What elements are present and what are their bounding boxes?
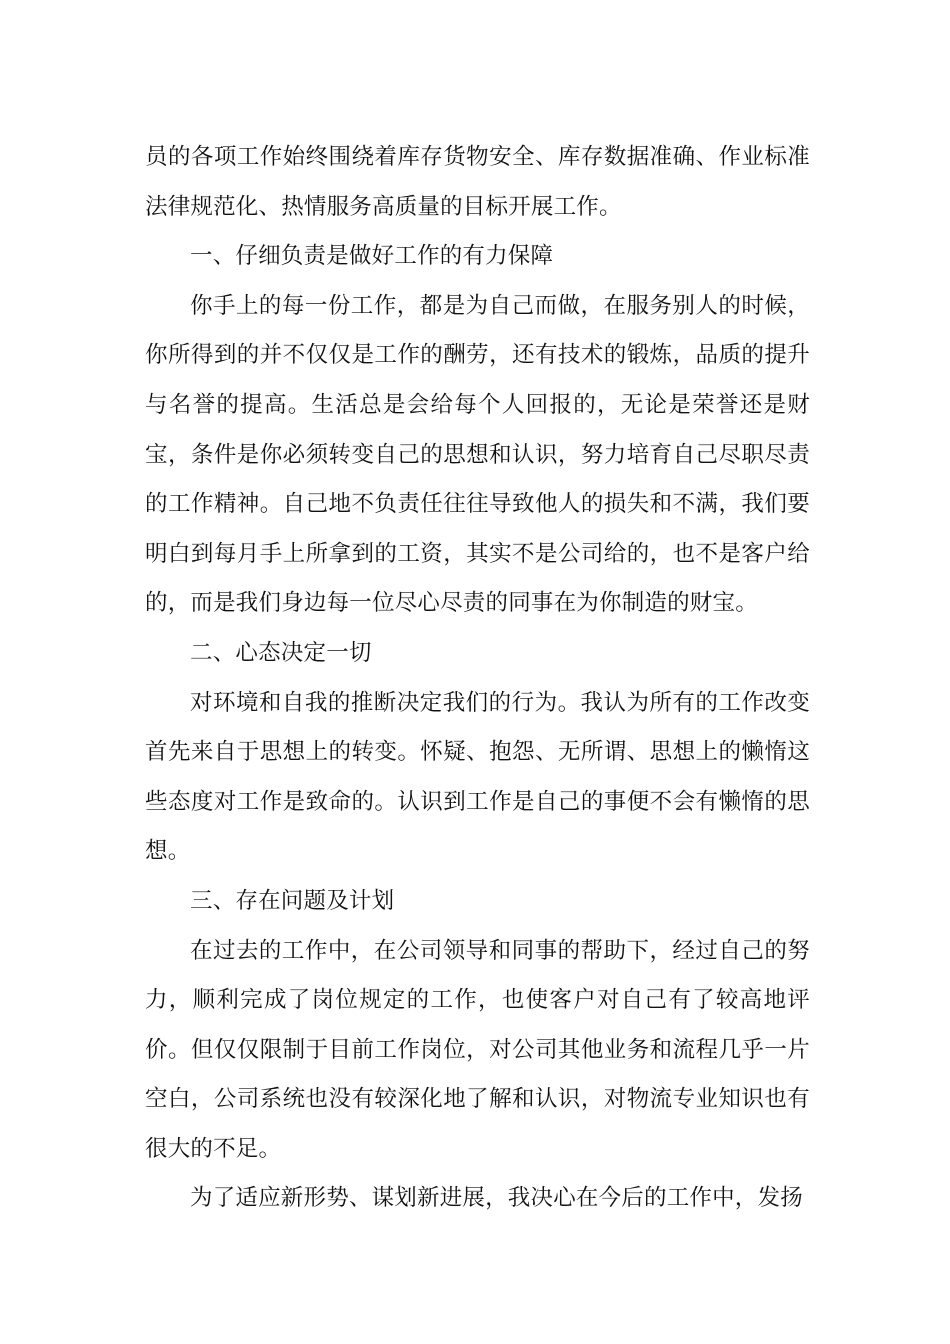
document-body	[145, 133, 810, 1224]
section-heading-1: 一、仔细负责是做好工作的有力保障	[190, 243, 554, 270]
paragraph-problems: 在过去的工作中，在公司领导和同事的帮助下，经过自己的努力，顺利完成了岗位规定的工作，也使客户对自己有了较高地评价。但仅仅限制于目前工作岗位，对公司其他业务和流程几乎一片空白，公司系统也没有较深化地了解和认识，对物流专业知识也有很大的不足。	[145, 937, 810, 1162]
paragraph-continuation: 员的各项工作始终围绕着库存货物安全、库存数据准确、作业标准法律规范化、热情服务高质量的目标开展工作。	[145, 144, 810, 220]
paragraph-responsibility: 你手上的每一份工作，都是为自己而做，在服务别人的时候，你所得到的并不仅仅是工作的酬劳，还有技术的锻炼，品质的提升与名誉的提高。生活总是会给每个人回报的，无论是荣誉还是财宝，条件是你必须转变自己的思想和认识，努力培育自己尽职尽责的工作精神。自己地不负责任往往导致他人的损失和不满，我们要明白到每月手上所拿到的工资，其实不是公司给的，也不是客户给的，而是我们身边每一位尽心尽责的同事在为你制造的财宝。	[145, 292, 810, 617]
paragraph-plan: 为了适应新形势、谋划新进展，我决心在今后的工作中，发扬	[190, 1185, 803, 1212]
paragraph-attitude: 对环境和自我的推断决定我们的行为。我认为所有的工作改变首先来自于思想上的转变。怀疑、抱怨、无所谓、思想上的懒惰这些态度对工作是致命的。认识到工作是自己的事便不会有懒惰的思想。	[145, 689, 810, 865]
section-heading-3: 三、存在问题及计划	[190, 887, 395, 914]
section-heading-2: 二、心态决定一切	[190, 639, 372, 666]
